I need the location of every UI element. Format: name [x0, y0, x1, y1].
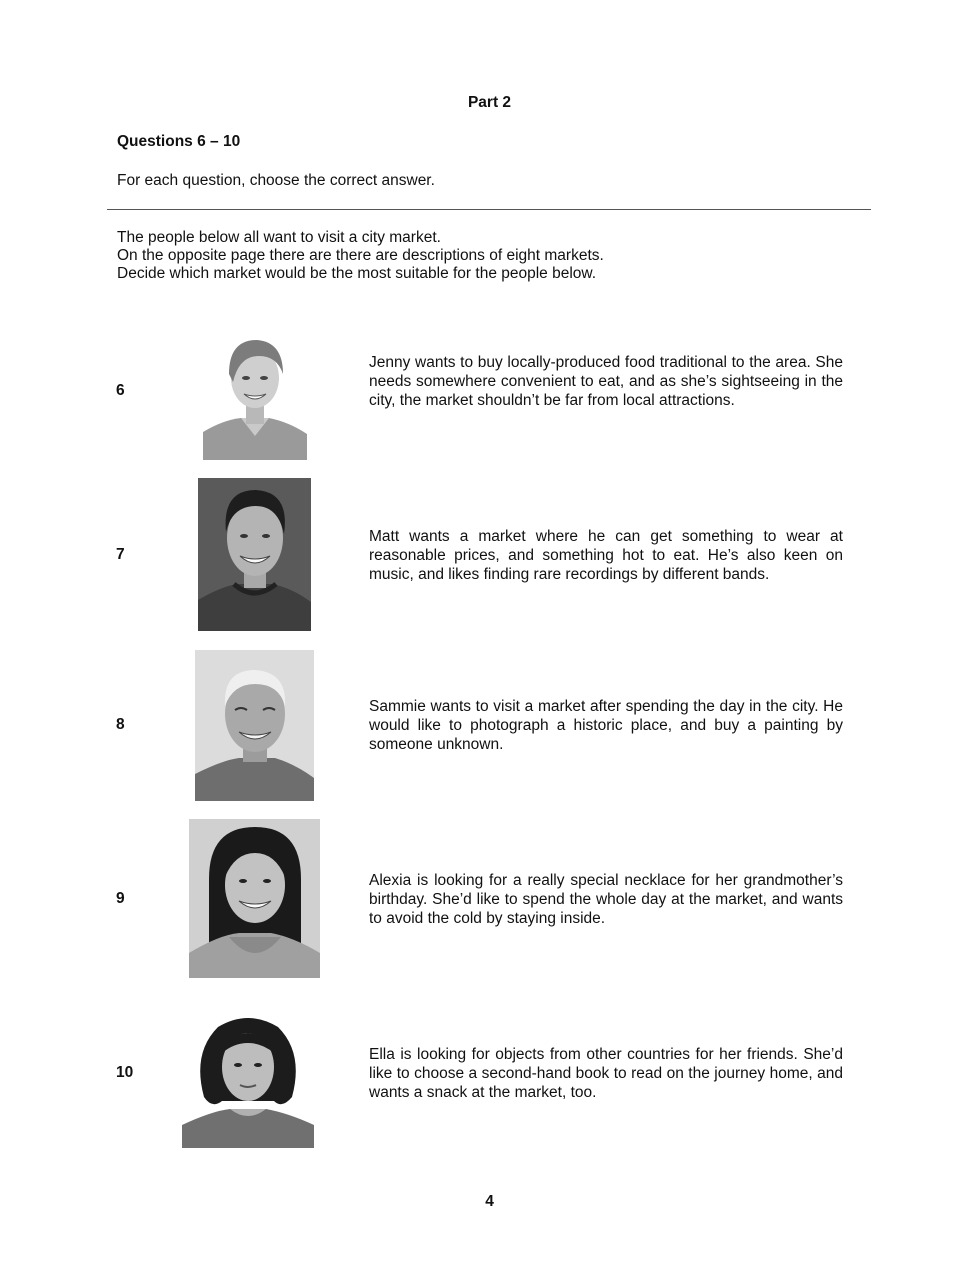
question-number: 10	[116, 1064, 134, 1081]
young-woman-long-hair-photo	[189, 819, 320, 978]
question-number: 7	[116, 546, 125, 563]
instruction-text: For each question, choose the correct answer.	[117, 172, 435, 189]
young-man-photo	[198, 478, 311, 631]
person-description: Jenny wants to buy locally-produced food traditional to the area. She needs somewhere convenient to eat, and as she’s sightseeing in the city, the market shouldn’t be far from local attractions.	[369, 354, 843, 409]
older-man-photo	[195, 650, 314, 801]
question-number: 6	[116, 382, 125, 399]
intro-line: On the opposite page there are there are descriptions of eight markets.	[117, 247, 604, 264]
woman-curly-hair-photo	[182, 1013, 314, 1148]
questions-heading: Questions 6 – 10	[117, 133, 241, 150]
intro-line: Decide which market would be the most suitable for the people below.	[117, 265, 597, 282]
page-number: 4	[485, 1193, 494, 1210]
intro-line: The people below all want to visit a city market.	[117, 229, 441, 246]
divider	[107, 209, 871, 210]
woman-short-hair-photo	[203, 334, 307, 460]
question-number: 8	[116, 716, 125, 733]
part-title: Part 2	[467, 94, 512, 111]
person-description: Sammie wants to visit a market after spending the day in the city. He would like to photograph a historic place, and buy a painting by someone unknown.	[369, 698, 843, 753]
person-description: Ella is looking for objects from other countries for her friends. She’d like to choose a second-hand book to read on the journey home, and wants a snack at the market, too.	[369, 1046, 843, 1101]
intro-text	[117, 229, 604, 283]
person-description: Alexia is looking for a really special necklace for her grandmother’s birthday. She’d like to spend the whole day at the market, and wants to avoid the cold by staying inside.	[369, 872, 843, 927]
person-description: Matt wants a market where he can get something to wear at reasonable prices, and something hot to eat. He’s also keen on music, and likes finding rare recordings by different bands.	[369, 528, 843, 583]
question-number: 9	[116, 890, 125, 907]
